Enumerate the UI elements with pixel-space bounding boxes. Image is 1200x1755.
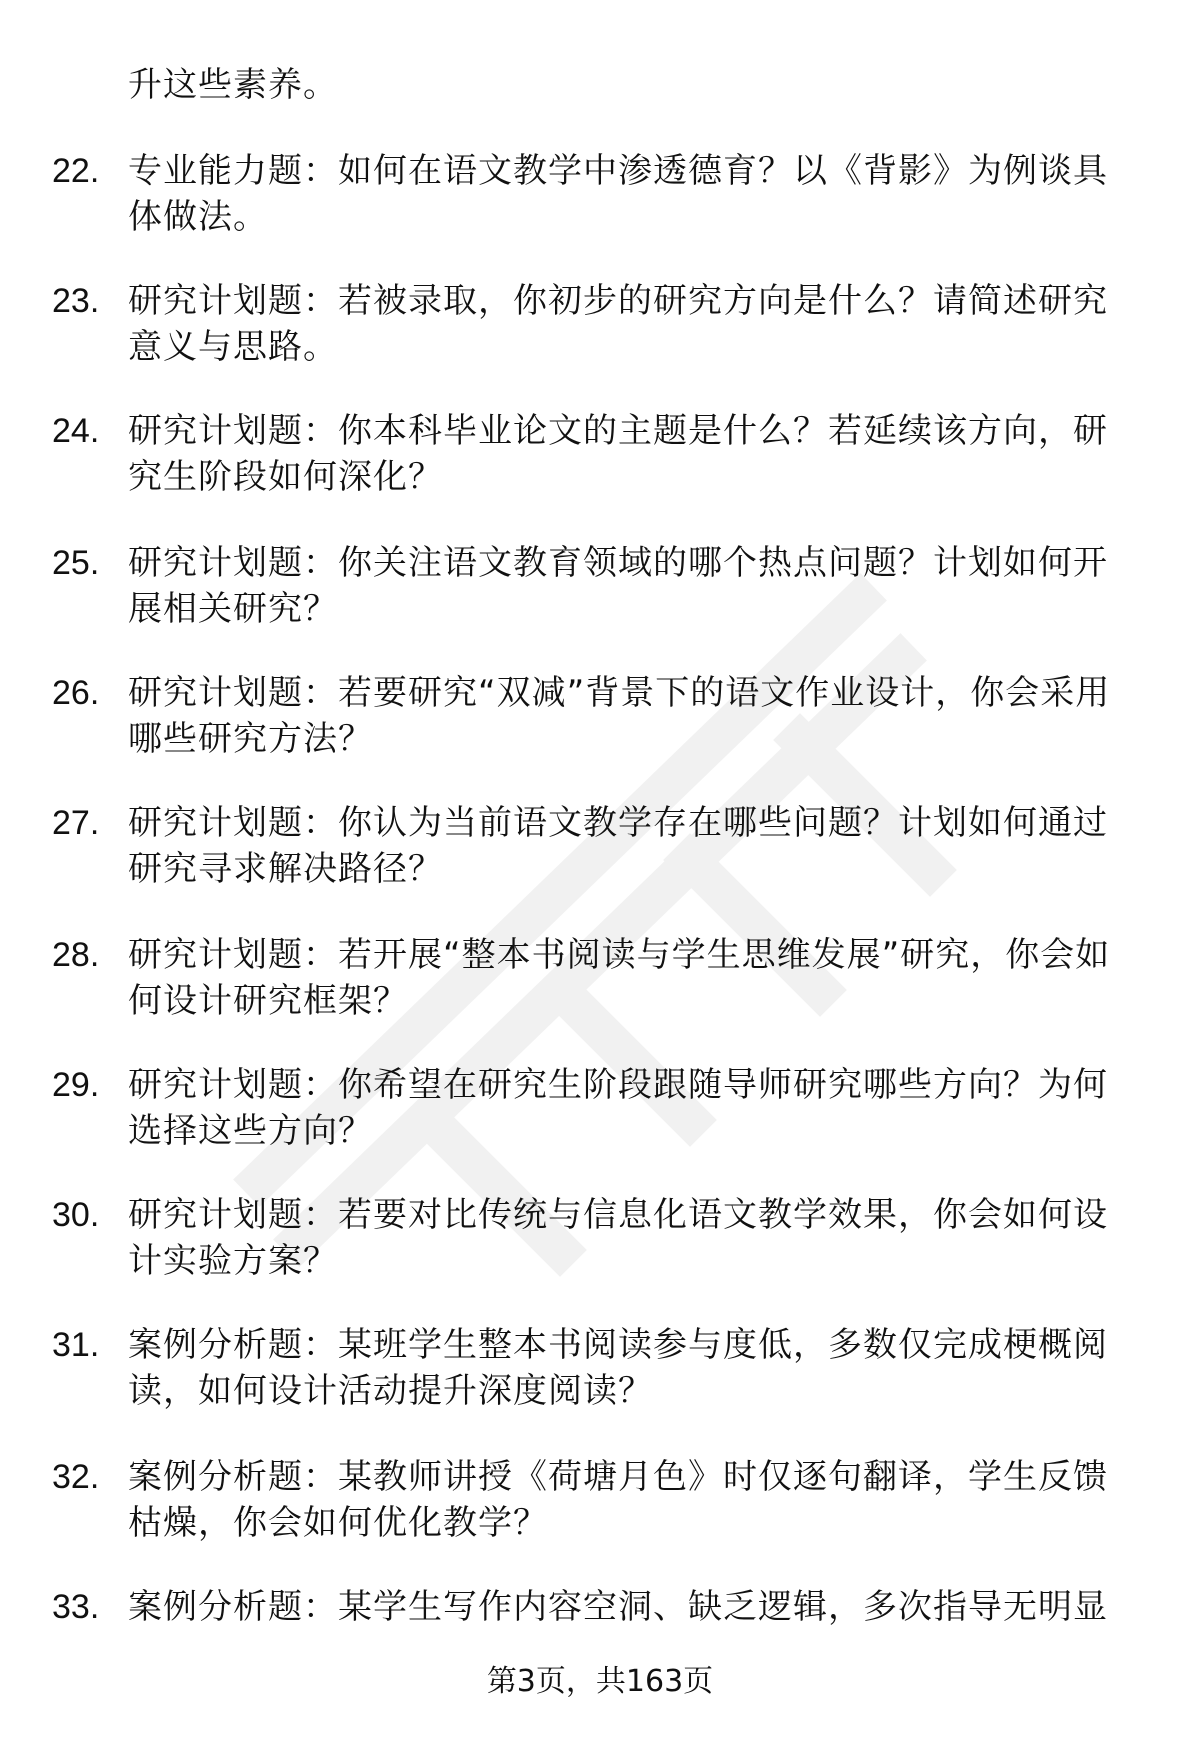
question-text: 研究计划题：你希望在研究生阶段跟随导师研究哪些方向？为何选择这些方向？ [128,1065,1108,1151]
question-number: 31. [52,1326,100,1364]
question-text: 研究计划题：若要研究“双减”背景下的语文作业设计，你会采用哪些研究方法？ [128,673,1111,759]
question-text: 研究计划题：若被录取，你初步的研究方向是什么？请简述研究意义与思路。 [128,281,1108,367]
question-text: 案例分析题：某班学生整本书阅读参与度低，多数仅完成梗概阅读，如何设计活动提升深度阅读？ [128,1325,1108,1411]
page-footer: 第3页，共163页 [486,1664,714,1699]
question-text: 研究计划题：若要对比传统与信息化语文教学效果，你会如何设计实验方案？ [128,1195,1108,1281]
question-text: 研究计划题：若开展“整本书阅读与学生思维发展”研究，你会如何设计研究框架？ [128,935,1111,1021]
question-number: 29. [52,1066,100,1104]
question-number: 25. [52,544,100,582]
question-text: 研究计划题：你本科毕业论文的主题是什么？若延续该方向，研究生阶段如何深化？ [128,411,1108,497]
question-text: 案例分析题：某学生写作内容空洞、缺乏逻辑，多次指导无明显 [128,1587,1108,1627]
question-number: 28. [52,936,100,974]
continued-paragraph-line: 升这些素养。 [128,65,338,105]
question-number: 30. [52,1196,100,1234]
question-number: 24. [52,412,100,450]
question-text: 研究计划题：你关注语文教育领域的哪个热点问题？计划如何开展相关研究？ [128,543,1108,629]
question-number: 26. [52,674,100,712]
question-number: 33. [52,1588,100,1626]
question-text: 专业能力题：如何在语文教学中渗透德育？以《背影》为例谈具体做法。 [128,151,1108,237]
question-number: 23. [52,282,100,320]
question-number: 22. [52,152,100,190]
question-number: 27. [52,804,100,842]
question-number: 32. [52,1458,100,1496]
question-text: 案例分析题：某教师讲授《荷塘月色》时仅逐句翻译，学生反馈枯燥，你会如何优化教学？ [128,1457,1108,1543]
question-text: 研究计划题：你认为当前语文教学存在哪些问题？计划如何通过研究寻求解决路径？ [128,803,1108,889]
